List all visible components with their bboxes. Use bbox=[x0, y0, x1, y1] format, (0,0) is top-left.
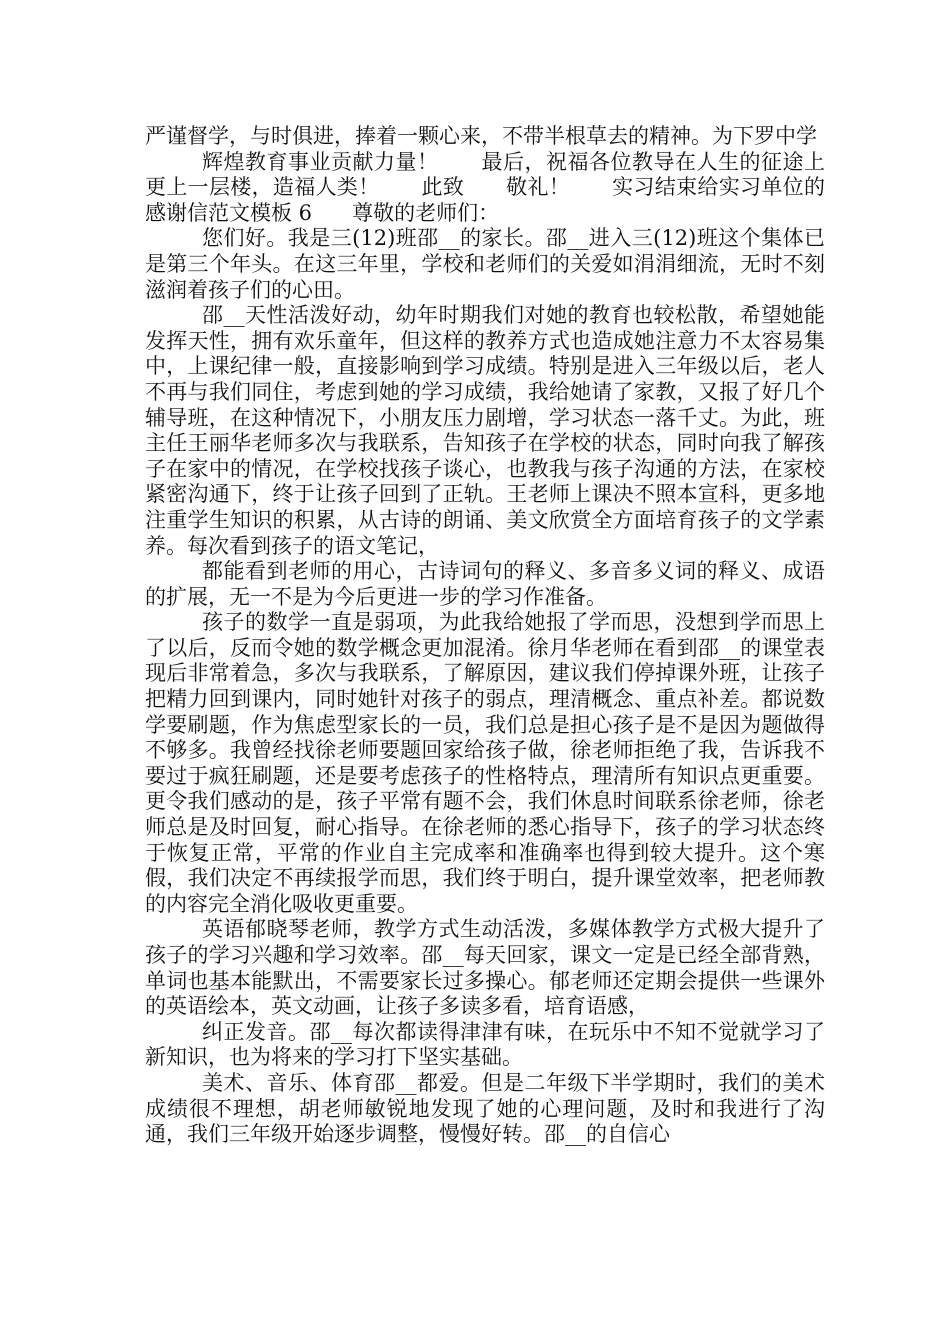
paragraph-7: 英语郁晓琴老师，教学方式生动活泼，多媒体教学方式极大提升了孩子的学习兴趣和学习效率。邵__每天回家，课文一定是已经全部背熟，单词也基本能默出，不需要家长过多操心。郁老师还定期会提供一些课外的英语绘本，英文动画，让孩子多读多看，培育语感， bbox=[145, 917, 825, 1019]
paragraph-2: 辉煌教育事业贡献力量！ 最后，祝福各位教导在人生的征途上更上一层楼，造福人类！ 此致 敬礼！ 实习结束给实习单位的感谢信范文模板 6 尊敬的老师们： bbox=[145, 149, 825, 225]
paragraph-4: 邵__天性活泼好动，幼年时期我们对她的教育也较松散，希望她能发挥天性，拥有欢乐童年，但这样的教养方式也造成她注意力不太容易集中，上课纪律一般，直接影响到学习成绩。特别是进入三年级以后，老人不再与我们同住，考虑到她的学习成绩，我给她请了家教，又报了好几个辅导班，在这种情况下，小朋友压力剧增，学习状态一落千丈。为此，班主任王丽华老师多次与我联系，告知孩子在学校的状态，同时向我了解孩子在家中的情况，在学校找孩子谈心，也教我与孩子沟通的方法，在家校紧密沟通下，终于让孩子回到了正轨。王老师上课决不照本宣科，更多地注重学生知识的积累，从古诗的朗诵、美文欣赏全方面培育孩子的文学素养。每次看到孩子的语文笔记， bbox=[145, 303, 825, 558]
paragraph-6: 孩子的数学一直是弱项，为此我给她报了学而思，没想到学而思上了以后，反而令她的数学概念更加混淆。徐月华老师在看到邵__的课堂表现后非常着急，多次与我联系，了解原因，建议我们停掉课外班，让孩子把精力回到课内，同时她针对孩子的弱点，理清概念、重点补差。都说数学要刷题，作为焦虑型家长的一员，我们总是担心孩子是不是因为题做得不够多。我曾经找徐老师要题回家给孩子做，徐老师拒绝了我，告诉我不要过于疯狂刷题，还是要考虑孩子的性格特点，理清所有知识点更重要。更令我们感动的是，孩子平常有题不会，我们休息时间联系徐老师，徐老师总是及时回复，耐心指导。在徐老师的悉心指导下，孩子的学习状态终于恢复正常，平常的作业自主完成率和准确率也得到较大提升。这个寒假，我们决定不再续报学而思，我们终于明白，提升课堂效率，把老师教的内容完全消化吸收更重要。 bbox=[145, 610, 825, 916]
document-body bbox=[145, 124, 825, 1148]
paragraph-1: 严谨督学，与时俱进，捧着一颗心来，不带半根草去的精神。为下罗中学 bbox=[145, 124, 817, 148]
paragraph-3: 您们好。我是三(12)班邵__的家长。邵__进入三(12)班这个集体已是第三个年头。在这三年里，学校和老师们的关爱如涓涓细流，无时不刻滋润着孩子们的心田。 bbox=[145, 226, 825, 302]
paragraph-5: 都能看到老师的用心，古诗词句的释义、多音多义词的释义、成语的扩展，无一不是为今后更进一步的学习作准备。 bbox=[145, 559, 825, 609]
paragraph-9: 美术、音乐、体育邵__都爱。但是二年级下半学期时，我们的美术成绩很不理想，胡老师敏锐地发现了她的心理问题，及时和我进行了沟通，我们三年级开始逐步调整，慢慢好转。邵__的自信心 bbox=[145, 1070, 825, 1147]
paragraph-8: 纠正发音。邵__每次都读得津津有味，在玩乐中不知不觉就学习了新知识，也为将来的学习打下坚实基础。 bbox=[145, 1019, 825, 1070]
